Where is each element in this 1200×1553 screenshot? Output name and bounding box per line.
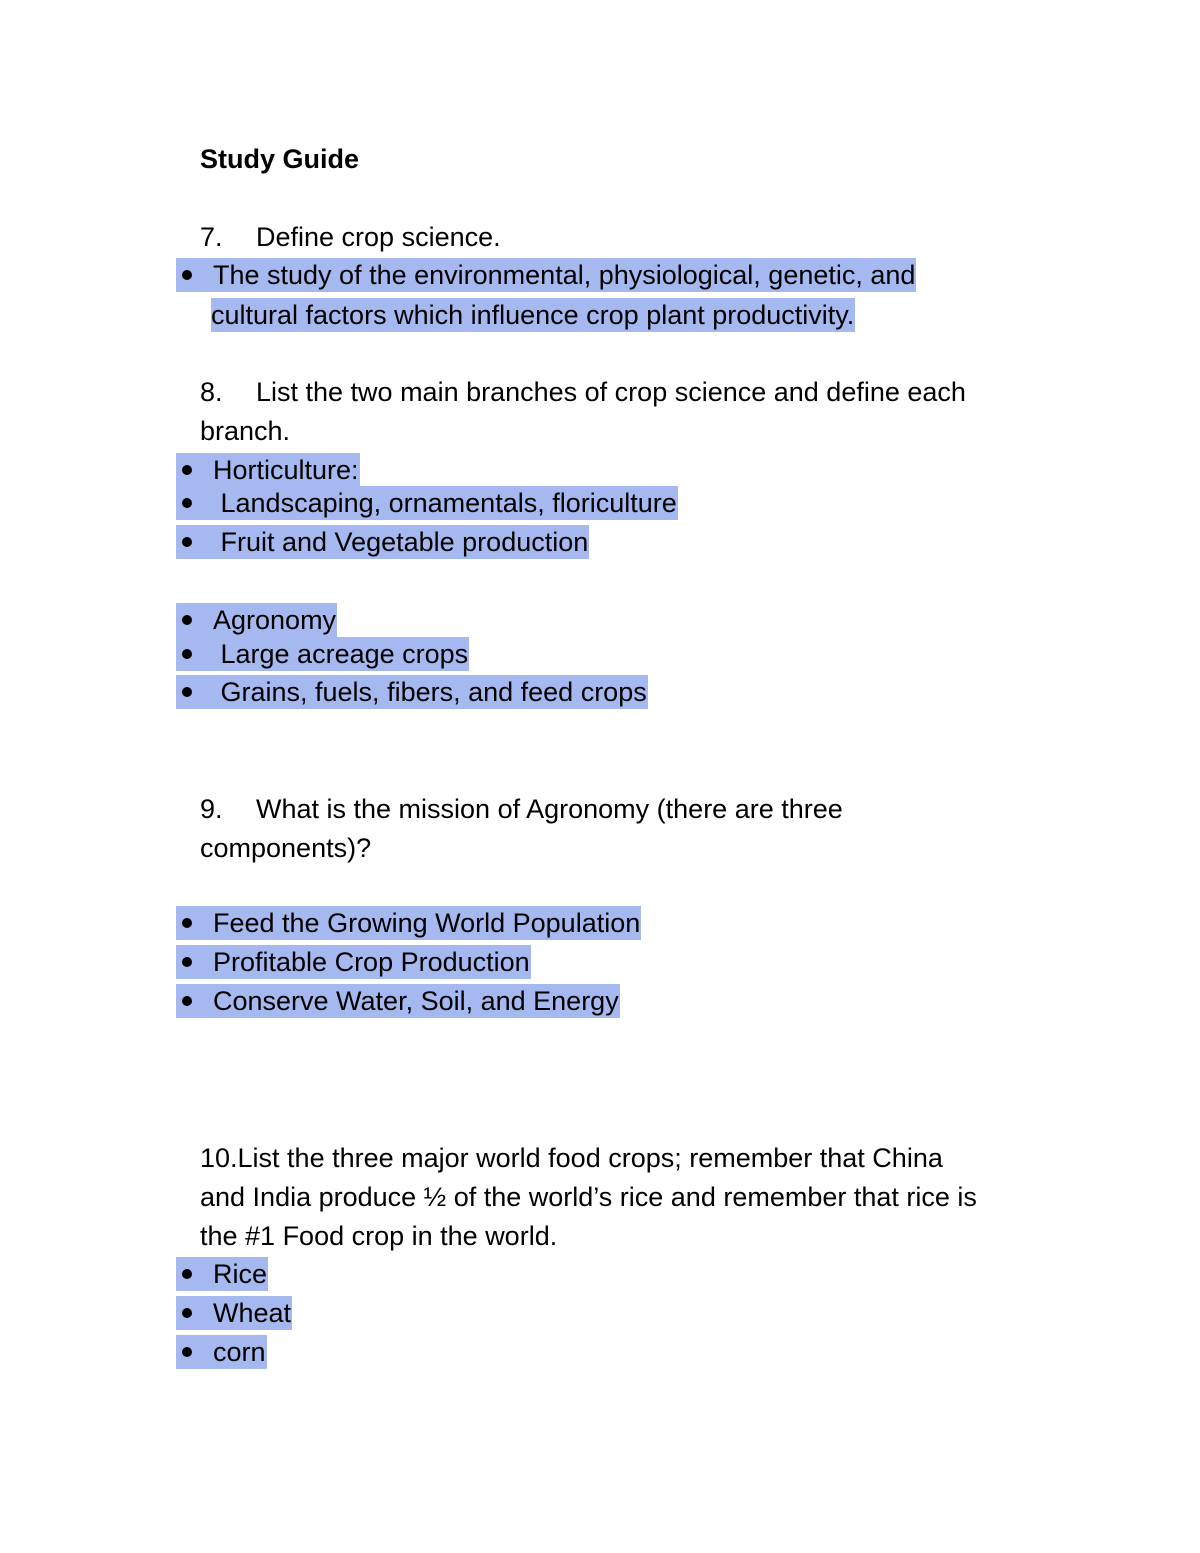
- bullet-icon: [182, 1308, 192, 1318]
- bullet-icon: [182, 996, 192, 1006]
- question-8-line-2: branch.: [200, 416, 291, 446]
- question-number: 9.: [200, 794, 223, 824]
- bullet-icon: [182, 1269, 192, 1279]
- question-text: List the two main branches of crop science and define each: [256, 377, 966, 407]
- bullet-icon: [182, 957, 192, 967]
- answer-9-item: Profitable Crop Production: [176, 945, 531, 979]
- bullet-icon: [182, 1347, 192, 1357]
- question-9-line-2: components)?: [200, 833, 372, 863]
- question-number: 7.: [200, 222, 223, 252]
- answer-9-item: Conserve Water, Soil, and Energy: [176, 984, 620, 1018]
- answer-8-item: Agronomy: [176, 603, 337, 637]
- question-number: 8.: [200, 377, 223, 407]
- answer-7-line-2: cultural factors which influence crop plant productivity.: [211, 300, 855, 330]
- bullet-icon: [182, 537, 192, 547]
- answer-10-item: corn: [176, 1335, 267, 1369]
- question-9: [200, 792, 843, 826]
- bullet-icon: [182, 465, 192, 475]
- answer-10-item: Rice: [176, 1257, 268, 1291]
- question-text: What is the mission of Agronomy (there are three: [256, 794, 843, 824]
- answer-10-item: Wheat: [176, 1296, 292, 1330]
- question-7: [200, 220, 501, 254]
- bullet-icon: [182, 687, 192, 697]
- question-10-line-2: and India produce ½ of the world’s rice and remember that rice is: [200, 1182, 977, 1212]
- bullet-icon: [182, 498, 192, 508]
- question-10-line-3: the #1 Food crop in the world.: [200, 1221, 558, 1251]
- question-8: [200, 375, 966, 409]
- answer-8-item: Horticulture:: [176, 453, 360, 487]
- bullet-icon: [182, 615, 192, 625]
- bullet-icon: [182, 918, 192, 928]
- answer-9-item: Feed the Growing World Population: [176, 906, 641, 940]
- page-title: Study Guide: [200, 144, 360, 174]
- question-text: Define crop science.: [256, 222, 501, 252]
- bullet-icon: [182, 270, 192, 280]
- answer-8-item: Landscaping, ornamentals, floriculture: [176, 486, 678, 520]
- answer-8-item: Fruit and Vegetable production: [176, 525, 589, 559]
- answer-7-line-1: The study of the environmental, physiological, genetic, and: [176, 258, 916, 292]
- answer-8-item: Grains, fuels, fibers, and feed crops: [176, 675, 648, 709]
- answer-8-item: Large acreage crops: [176, 637, 469, 671]
- bullet-icon: [182, 649, 192, 659]
- question-10: 10.List the three major world food crops; remember that China: [200, 1143, 943, 1173]
